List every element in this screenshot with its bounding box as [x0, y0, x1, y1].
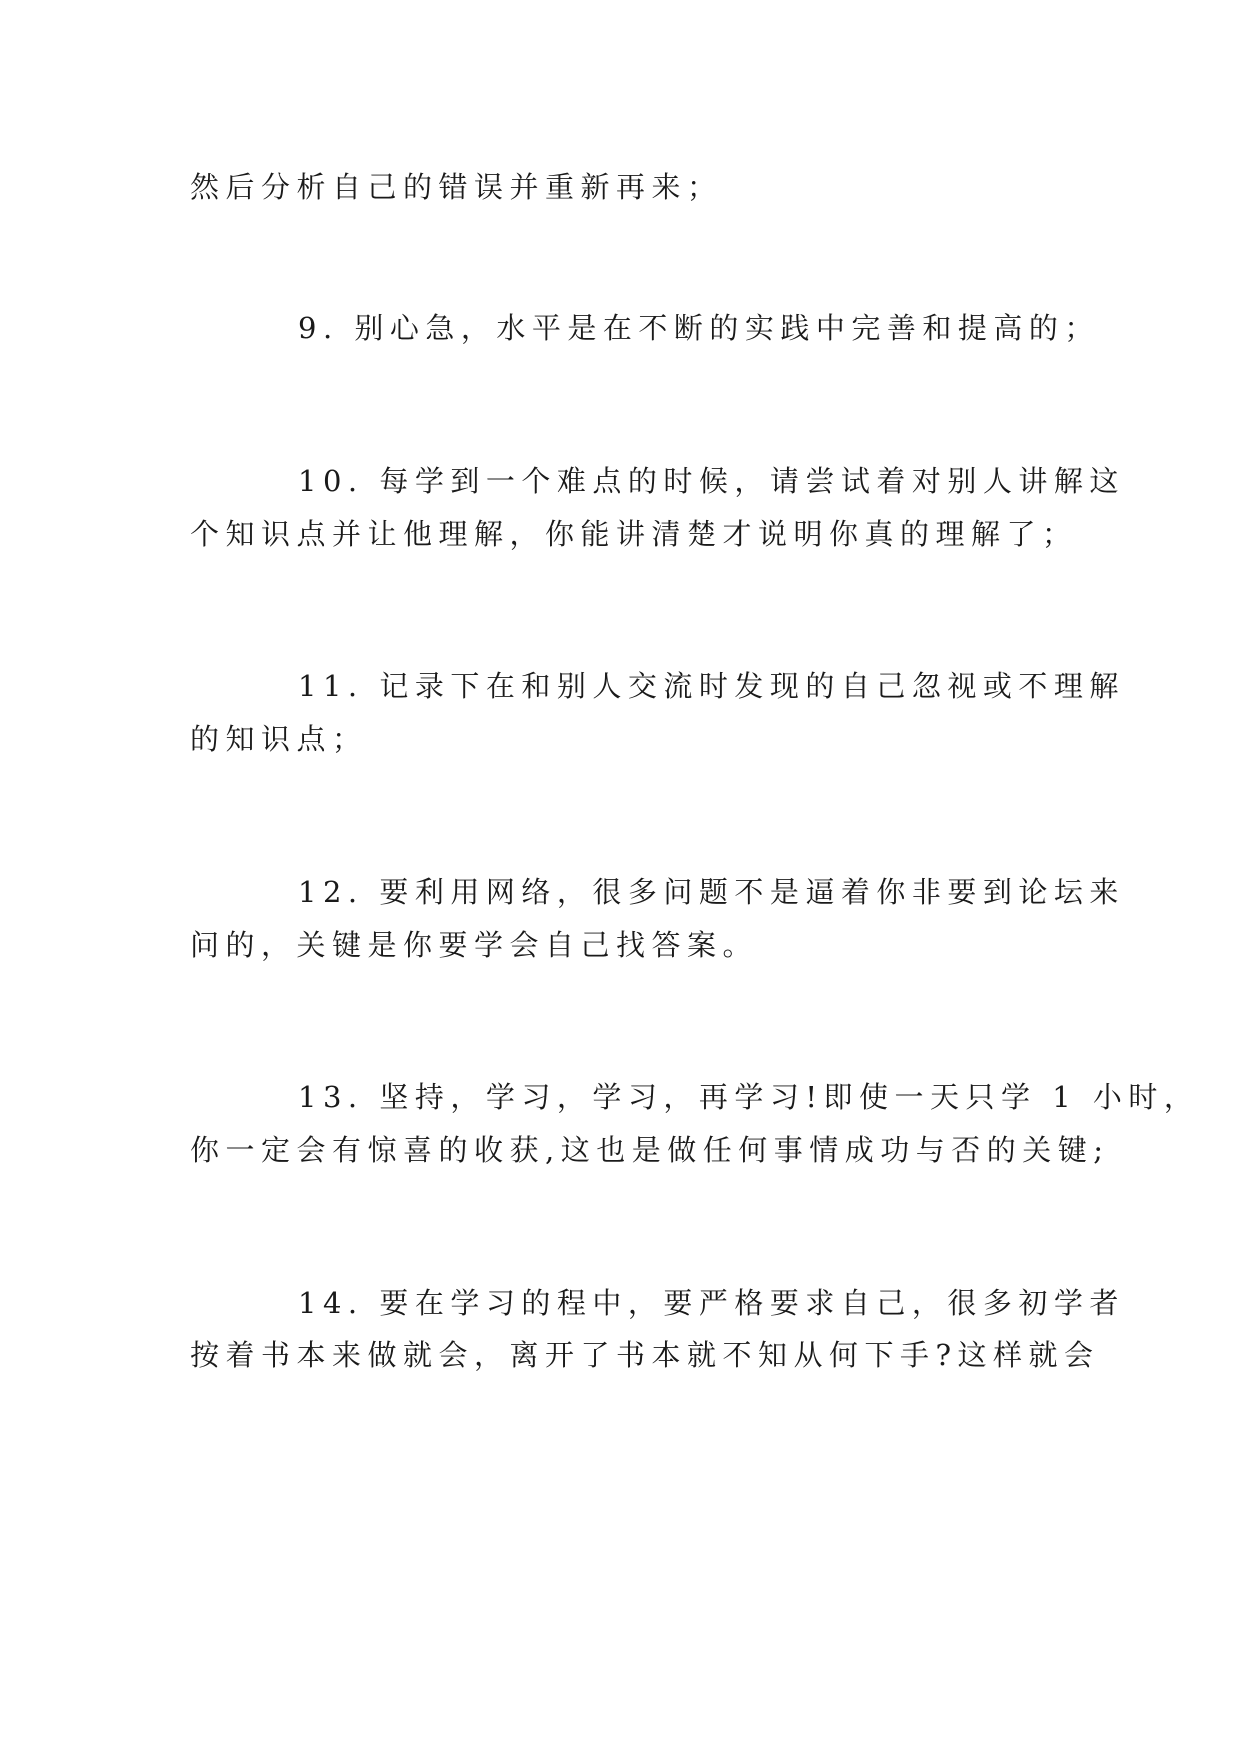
text-line-9: 13. 坚持，学习，学习，再学习!即使一天只学 1 小时，	[298, 1080, 1200, 1114]
text-line-12: 按着书本来做就会，离开了书本就不知从何下手?这样就会	[190, 1338, 1100, 1372]
text-line-6: 的知识点；	[190, 722, 368, 756]
text-line-1: 然后分析自己的错误并重新再来；	[190, 170, 723, 204]
text-line-8: 问的，关键是你要学会自己找答案。	[190, 928, 759, 962]
text-line-7: 12. 要利用网络，很多问题不是逼着你非要到论坛来	[298, 875, 1125, 909]
text-line-3: 10. 每学到一个难点的时候，请尝试着对别人讲解这	[298, 464, 1125, 498]
text-line-5: 11. 记录下在和别人交流时发现的自己忽视或不理解	[298, 669, 1125, 703]
text-line-4: 个知识点并让他理解，你能讲清楚才说明你真的理解了；	[190, 517, 1078, 551]
text-line-11: 14. 要在学习的程中，要严格要求自己，很多初学者	[298, 1286, 1125, 1320]
text-line-2: 9. 别心急，水平是在不断的实践中完善和提高的；	[298, 311, 1100, 345]
text-line-10: 你一定会有惊喜的收获,这也是做任何事情成功与否的关键;	[190, 1133, 1110, 1167]
